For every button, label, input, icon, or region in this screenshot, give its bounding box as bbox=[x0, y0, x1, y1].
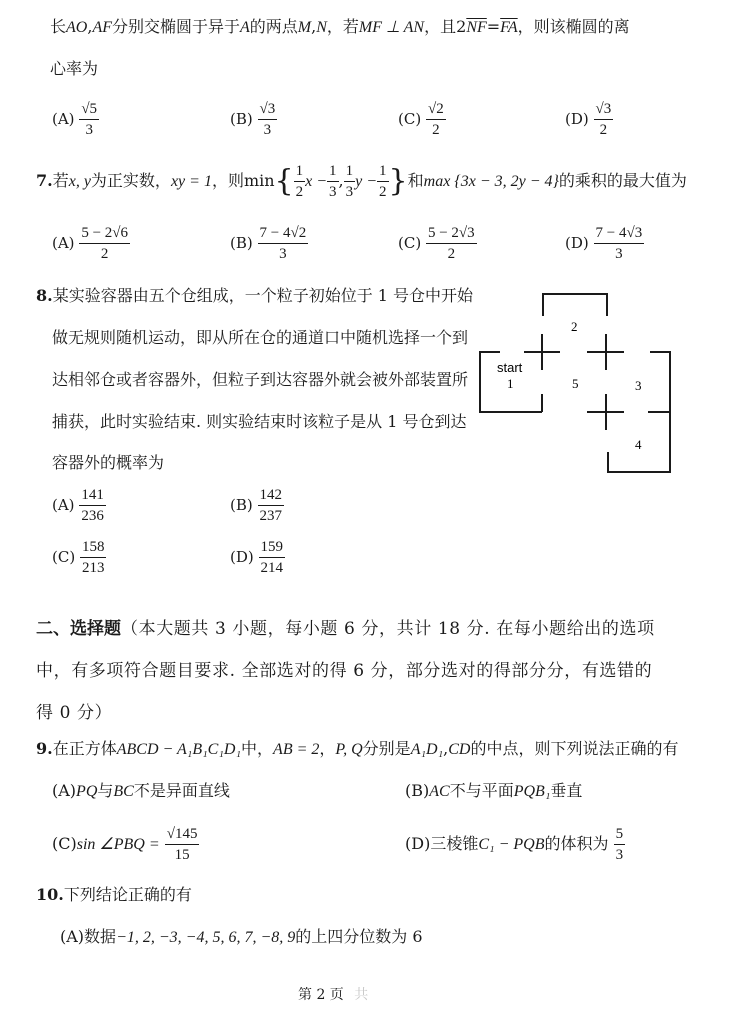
q8-option-a: (A) $\frac{141}{236}$ bbox=[52, 487, 104, 524]
q9-option-a: (A)PQ与BC不是异面直线 bbox=[52, 781, 230, 800]
section2-line3: 得 0 分） bbox=[36, 703, 113, 723]
q6-option-d: (D) $\frac{√3}{2}$ bbox=[565, 101, 612, 138]
q6-option-b: (B) $\frac{√3}{3}$ bbox=[230, 101, 276, 138]
q8-room-1: 1 bbox=[507, 376, 514, 391]
q6-option-a: (A) $\frac{√5}{3}$ bbox=[52, 101, 98, 138]
q8-line2: 做无规则随机运动，即从所在仓的通道口中随机选择一个到 bbox=[52, 328, 469, 347]
q6-line1: 长AO,AF分别交椭圆于异于A的两点M,N，若MF ⊥ AN，且$2\overline{NF}=\overline{FA}$，则该椭圆的离 bbox=[50, 17, 630, 36]
q9-stem: 9.在正方体ABCD − A₁B₁C₁D₁中，AB = 2，P, Q分别是A₁D₁,CD的中点，则下列说法正确的有 bbox=[36, 739, 679, 758]
q7-option-b: (B) $\frac{7 - 4√2}{3}$ bbox=[230, 225, 307, 262]
q8-room-5: 5 bbox=[572, 376, 579, 391]
q7-stem: 7.若x, y为正实数，xy = 1，则min{ $\frac{1}{2}$ x − $\frac{1}{3}$ , $\frac{1}{3}$ y − $\frac{1}{2}$ }和max {3x − 3, 2y − 4}的乘积的最大值为 bbox=[36, 162, 687, 200]
q7-option-a: (A) $\frac{5 - 2√6}{2}$ bbox=[52, 225, 129, 262]
q8-container-diagram bbox=[476, 290, 676, 480]
q7-option-d: (D) $\frac{7 - 4√3}{3}$ bbox=[565, 225, 643, 262]
q6-line2: 心率为 bbox=[50, 59, 99, 78]
q8-option-d: (D) $\frac{159}{214}$ bbox=[230, 539, 284, 576]
q9-option-d: (D)三棱锥C₁ − PQB的体积为 $\frac{5}{3}$ bbox=[405, 825, 624, 863]
q8-room-2: 2 bbox=[571, 319, 578, 334]
q10-option-a: (A)数据−1, 2, −3, −4, 5, 6, 7, −8, 9的上四分位数为 6 bbox=[60, 927, 423, 946]
q10-stem: 10.下列结论正确的有 bbox=[36, 885, 192, 904]
page-total-partial: 共 bbox=[354, 987, 369, 1003]
q6-option-c: (C) $\frac{√2}{2}$ bbox=[398, 101, 444, 138]
q8-room-4: 4 bbox=[635, 437, 642, 452]
section2-line2: 中，有多项符合题目要求. 全部选对的得 6 分，部分选对的得部分分，有选错的 bbox=[36, 661, 653, 681]
q8-start-label: start bbox=[497, 360, 523, 375]
q8-line3: 达相邻仓或者容器外，但粒子到达容器外就会被外部装置所 bbox=[52, 370, 469, 389]
q8-room-3: 3 bbox=[635, 378, 642, 393]
q8-option-b: (B) $\frac{142}{237}$ bbox=[230, 487, 283, 524]
q8-line5: 容器外的概率为 bbox=[52, 453, 165, 472]
q8-line1: 8.某实验容器由五个仓组成，一个粒子初始位于 1 号仓中开始 bbox=[36, 286, 474, 305]
q9-option-c: (C)sin ∠PBQ = $\frac{√145}{15}$ bbox=[52, 825, 198, 863]
q8-line4: 捕获，此时实验结束. 则实验结束时该粒子是从 1 号仓到达 bbox=[52, 412, 467, 431]
q8-option-c: (C) $\frac{158}{213}$ bbox=[52, 539, 105, 576]
section2-line1: 二、选择题（本大题共 3 小题，每小题 6 分，共计 18 分. 在每小题给出的选项 bbox=[36, 619, 655, 639]
q7-option-c: (C) $\frac{5 - 2√3}{2}$ bbox=[398, 225, 475, 262]
page-footer bbox=[298, 984, 368, 1004]
q9-option-b: (B)AC不与平面PQB₁垂直 bbox=[405, 781, 583, 800]
page-number: 第 2 页 bbox=[298, 987, 344, 1003]
